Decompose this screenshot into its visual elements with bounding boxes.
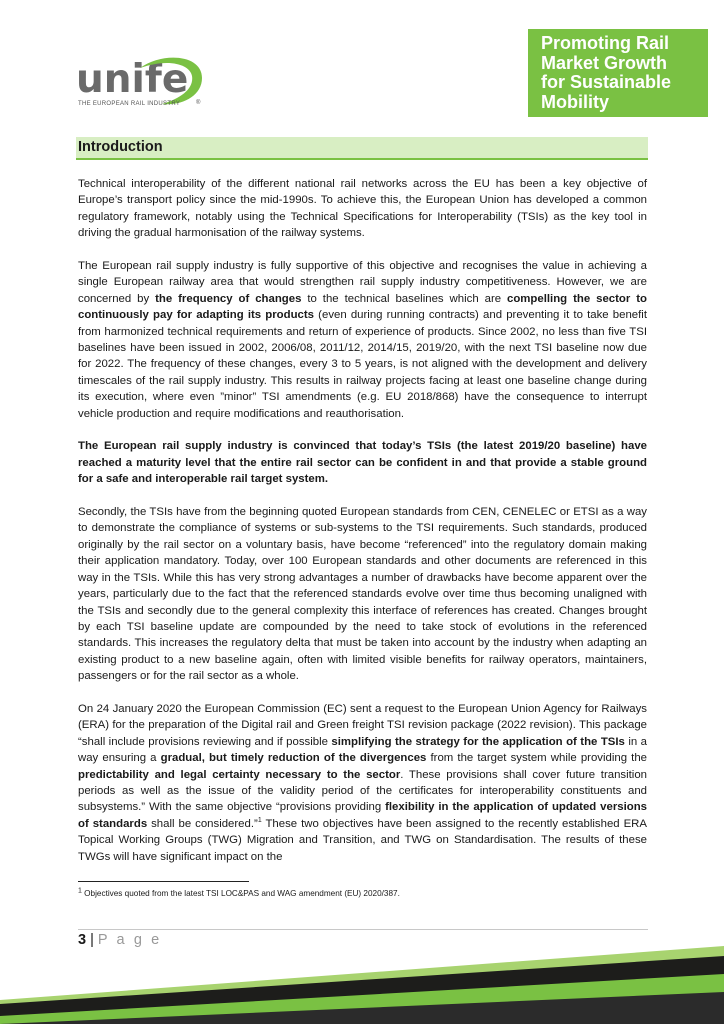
- banner-line: Promoting Rail: [541, 33, 670, 53]
- unife-logo: [76, 57, 216, 108]
- page-number: 3: [78, 932, 87, 948]
- paragraph: [78, 701, 647, 865]
- emphasis-text: simplifying the strategy for the application of the TSIs: [331, 735, 625, 748]
- banner-line: Market Growth: [541, 52, 668, 73]
- logo-tagline: THE EUROPEAN RAIL INDUSTRY: [78, 101, 181, 107]
- paragraph: [78, 258, 647, 422]
- emphasis-text: predictability and legal certainty necessary to the sector: [78, 768, 401, 781]
- text-run: (even during running contracts) and preventing it to take benefit from harmonized technical requirements and return of experience of products. Since 2002, no less than five TSI baselines have been issued in 2002, 2006/08, 2011/12, 2014/15, 2019/20, with the next TSI baseline now due for 2022. The frequency of these changes, every 3 to 5 years, is not aligned with the development and delivery timescales of the rail supply industry. This results in railway projects facing at least one baseline change during its execution, where even ”minor” TSI amendments (e.g. EU 2018/868) have the consequence to interrupt vehicle production and require modifications and reauthorisation.: [78, 309, 647, 420]
- text-run: . These provisions shall cover future transition periods as well as the issue of the validity period of the certificates for interoperability constituents and subsystems.” With the same objective “provisions providing: [78, 768, 648, 814]
- section-title: Introduction: [78, 139, 163, 155]
- text-run: from the target system while providing the: [426, 752, 647, 765]
- emphasis-text: flexibility in the application of updated versions of standards: [78, 801, 648, 830]
- footnote-text: Objectives quoted from the latest TSI LOC&PAS and WAG amendment (EU) 2020/387.: [81, 889, 400, 898]
- page-word: P a g e: [97, 932, 162, 948]
- text-run: On 24 January 2020 the European Commission (EC) sent a request to the European Union Agency for Railways (ERA) for the preparation of the Digital rail and Green freight TSI revision package (2022 revision). This package “shall include provisions reviewing and if possible: [78, 702, 647, 748]
- text-run: shall be considered.”: [147, 817, 258, 830]
- logo-registered-mark: ®: [196, 100, 201, 106]
- emphasis-text: compelling the sector to continuously pay for adapting its products: [78, 292, 647, 322]
- emphasis-text: the frequency of changes: [155, 292, 302, 305]
- text-run: Secondly, the TSIs have from the beginning quoted European standards from CEN, CENELEC or ETSI as a way to demonstrate the compliance of systems or sub-systems to the TSI requirements. Such standards, produced originally by the rail sector on a voluntary basis, have become “referenced” into the regulatory domain making their application mandatory. Today, over 100 European standards and other documents are referenced in this way in the TSIs. While this has very strong advantages a number of drawbacks have become apparent over the years, particularly due to the fact that the referenced standards evolve over time thus becoming unaligned with the TSIs and secondly due to the general complexity this interface of references has created. Changes brought by each TSI baseline update are compounded by the need to take stock of evolutions in the referenced standards. This increases the regulatory delta that must be taken into account by the industry when adapting an existing product to a new baseline again, often with limited visible benefits for railway operators, maintainers, passengers or for the rail sector as a whole.: [78, 506, 647, 683]
- footnote: [78, 889, 400, 898]
- paragraph: [78, 176, 647, 242]
- footnote-divider: [78, 881, 249, 882]
- banner-line: for Sustainable: [541, 72, 672, 92]
- paragraph: [78, 438, 647, 487]
- footnote-mark: 1: [78, 887, 82, 895]
- emphasis-text: gradual, but timely reduction of the divergences: [160, 752, 427, 765]
- footer-stripes: [0, 930, 724, 1024]
- body-text: [78, 176, 647, 881]
- footnote-ref: 1: [257, 816, 262, 824]
- text-run: to the technical baselines which are: [301, 292, 508, 305]
- banner-line: Mobility: [541, 91, 609, 112]
- text-run: The European rail supply industry is convinced that today’s TSIs (the latest 2019/20 baseline) have reached a maturity level that the entire rail sector can be confident in and that provide a stable ground for a safe and interoperable rail target system.: [78, 440, 647, 486]
- promo-banner: [528, 29, 708, 117]
- text-run: The European rail supply industry is fully supportive of this objective and recognises the value in achieving a single European railway area that would strengthen rail supply industry competitiveness. However, we are concerned by: [78, 260, 647, 305]
- text-run: These two objectives have been assigned to the recently established ERA Topical Working Groups (TWG) Migration and Transition, and TWG on Standardisation. The results of these TWGs will have significant impact on the: [78, 817, 647, 863]
- text-run: in a way ensuring a: [78, 735, 647, 765]
- logo-wordmark: unife: [76, 57, 189, 102]
- page-separator: |: [86, 932, 98, 948]
- paragraph: [78, 504, 647, 684]
- section-heading: [76, 137, 648, 160]
- text-run: Technical interoperability of the different national rail networks across the EU has been a key objective of Europe’s transport policy since the mid-1990s. To achieve this, the European Union has developed a common regulatory framework, notably using the Technical Specifications for Interoperability (TSIs) as the key tool in driving the gradual harmonisation of the railway systems.: [78, 178, 647, 240]
